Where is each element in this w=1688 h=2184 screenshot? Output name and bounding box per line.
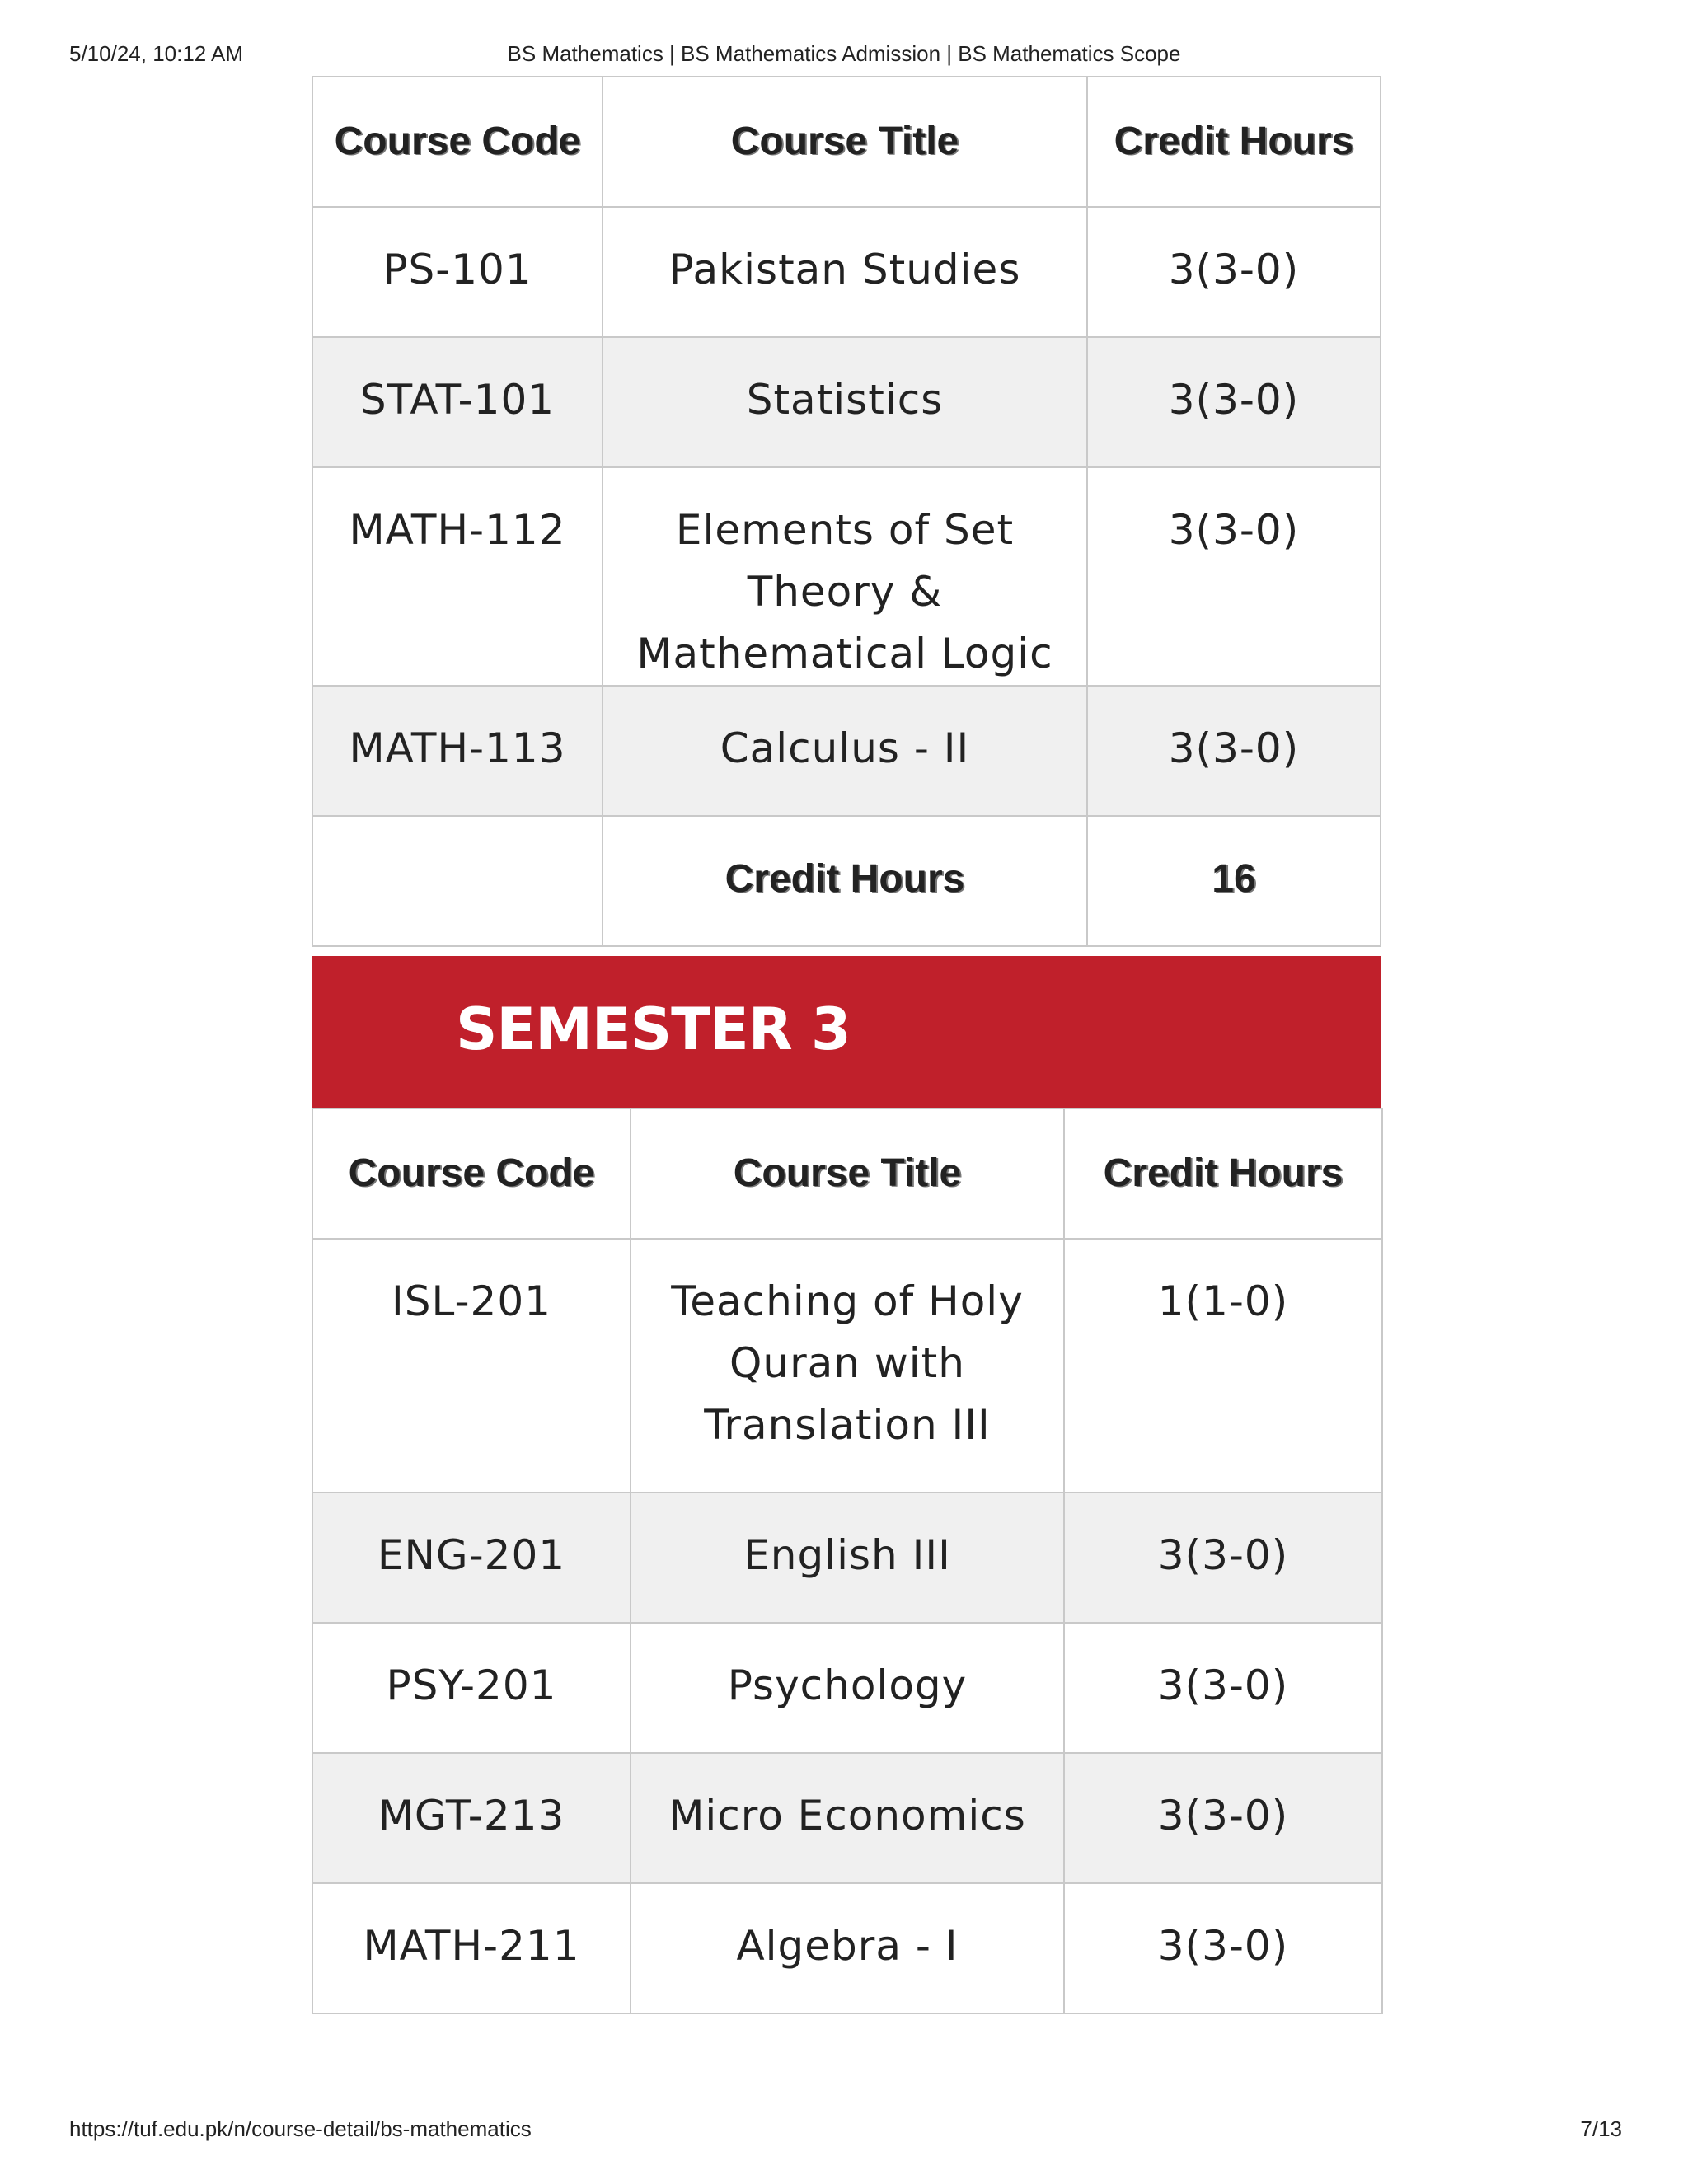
course-code: MATH-112 xyxy=(312,467,603,686)
course-title: English III xyxy=(631,1493,1064,1623)
course-title: Calculus - II xyxy=(603,686,1087,816)
total-credit-hours: 16 xyxy=(1087,816,1381,946)
course-code: ISL-201 xyxy=(312,1239,631,1493)
course-title: Pakistan Studies xyxy=(603,207,1087,337)
credit-hours: 3(3-0) xyxy=(1064,1883,1382,2013)
course-table-semester-3 xyxy=(312,1108,1383,2014)
total-row xyxy=(312,816,1381,946)
course-title: Elements of Set Theory & Mathematical Logic xyxy=(603,467,1087,686)
credit-hours: 3(3-0) xyxy=(1087,207,1381,337)
credit-hours: 3(3-0) xyxy=(1087,337,1381,467)
course-code: MATH-211 xyxy=(312,1883,631,2013)
table-row xyxy=(312,1493,1382,1623)
table-row xyxy=(312,467,1381,686)
header-course-code: Course Code xyxy=(312,1108,631,1239)
course-code: PS-101 xyxy=(312,207,603,337)
credit-hours: 3(3-0) xyxy=(1064,1493,1382,1623)
table-header-row xyxy=(312,1108,1382,1239)
semester-3-banner xyxy=(312,956,1381,1108)
header-credit-hours: Credit Hours xyxy=(1087,77,1381,207)
table-row xyxy=(312,1623,1382,1753)
course-title: Algebra - I xyxy=(631,1883,1064,2013)
course-title: Micro Economics xyxy=(631,1753,1064,1883)
semester-title: SEMESTER 3 xyxy=(456,996,851,1063)
course-code: MATH-113 xyxy=(312,686,603,816)
print-datetime: 5/10/24, 10:12 AM xyxy=(69,41,244,66)
table-row xyxy=(312,337,1381,467)
table-row xyxy=(312,1239,1382,1493)
course-title: Psychology xyxy=(631,1623,1064,1753)
table-row xyxy=(312,1753,1382,1883)
page-number: 7/13 xyxy=(1580,2116,1622,2141)
credit-hours: 1(1-0) xyxy=(1064,1239,1382,1493)
header-course-title: Course Title xyxy=(631,1108,1064,1239)
credit-hours: 3(3-0) xyxy=(1064,1753,1382,1883)
course-title: Teaching of Holy Quran with Translation III xyxy=(631,1239,1064,1493)
course-code: PSY-201 xyxy=(312,1623,631,1753)
credit-hours: 3(3-0) xyxy=(1064,1623,1382,1753)
table-header-row xyxy=(312,77,1381,207)
course-code: ENG-201 xyxy=(312,1493,631,1623)
credit-hours: 3(3-0) xyxy=(1087,467,1381,686)
course-code: STAT-101 xyxy=(312,337,603,467)
course-table-semester-2 xyxy=(312,76,1381,947)
table-row xyxy=(312,1883,1382,2013)
total-label: Credit Hours xyxy=(603,816,1087,946)
header-course-code: Course Code xyxy=(312,77,603,207)
print-page-title: BS Mathematics | BS Mathematics Admission | BS Mathematics Scope xyxy=(507,41,1181,66)
header-credit-hours: Credit Hours xyxy=(1064,1108,1382,1239)
header-course-title: Course Title xyxy=(603,77,1087,207)
table-row xyxy=(312,207,1381,337)
course-title: Statistics xyxy=(603,337,1087,467)
print-url: https://tuf.edu.pk/n/course-detail/bs-mathematics xyxy=(69,2116,532,2141)
empty-cell xyxy=(312,816,603,946)
course-code: MGT-213 xyxy=(312,1753,631,1883)
table-row xyxy=(312,686,1381,816)
credit-hours: 3(3-0) xyxy=(1087,686,1381,816)
